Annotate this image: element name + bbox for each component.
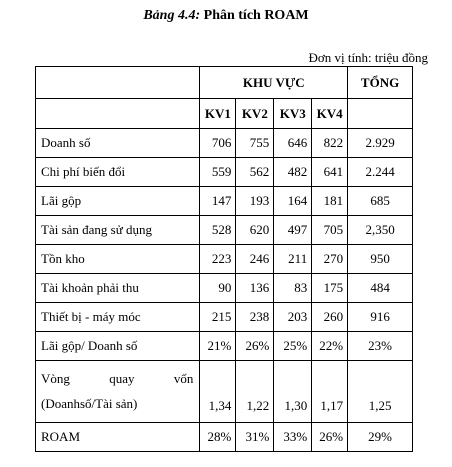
roam-table bbox=[35, 66, 413, 452]
cell-value: 562 bbox=[236, 158, 274, 187]
cell-value: 211 bbox=[274, 245, 312, 274]
cell-value: 270 bbox=[312, 245, 348, 274]
row-label: ROAM bbox=[36, 423, 200, 452]
cell-value: 31% bbox=[236, 423, 274, 452]
caption-number: Bảng 4.4: bbox=[143, 8, 201, 23]
row-label-line-1 bbox=[41, 371, 193, 387]
table-row bbox=[36, 332, 413, 361]
cell-total: 29% bbox=[348, 423, 413, 452]
table-row bbox=[36, 423, 413, 452]
header-corner bbox=[36, 67, 200, 99]
cell-value: 260 bbox=[312, 303, 348, 332]
region-group-header: KHU VỰC bbox=[200, 67, 348, 99]
total-header: TỔNG bbox=[348, 67, 413, 99]
cell-value: 1,22 bbox=[236, 361, 274, 423]
cell-total: 2,350 bbox=[348, 216, 413, 245]
cell-value: 26% bbox=[236, 332, 274, 361]
cell-value: 83 bbox=[274, 274, 312, 303]
region-header: KV1 bbox=[200, 99, 236, 129]
cell-total: 484 bbox=[348, 274, 413, 303]
cell-value: 755 bbox=[236, 129, 274, 158]
cell-total: 950 bbox=[348, 245, 413, 274]
table-row bbox=[36, 187, 413, 216]
row-label: Chi phí biến đổi bbox=[36, 158, 200, 187]
cell-value: 482 bbox=[274, 158, 312, 187]
cell-value: 28% bbox=[200, 423, 236, 452]
cell-value: 497 bbox=[274, 216, 312, 245]
cell-value: 223 bbox=[200, 245, 236, 274]
cell-value: 646 bbox=[274, 129, 312, 158]
cell-value: 246 bbox=[236, 245, 274, 274]
cell-value: 1,30 bbox=[274, 361, 312, 423]
table-row bbox=[36, 216, 413, 245]
cell-total: 916 bbox=[348, 303, 413, 332]
cell-value: 215 bbox=[200, 303, 236, 332]
cell-value: 22% bbox=[312, 332, 348, 361]
cell-total: 2.244 bbox=[348, 158, 413, 187]
table-caption bbox=[0, 8, 452, 24]
table-row bbox=[36, 129, 413, 158]
total-header-blank bbox=[348, 99, 413, 129]
table-row bbox=[36, 303, 413, 332]
cell-value: 1,17 bbox=[312, 361, 348, 423]
table-row bbox=[36, 245, 413, 274]
cell-value: 33% bbox=[274, 423, 312, 452]
cell-total: 685 bbox=[348, 187, 413, 216]
row-label bbox=[36, 361, 200, 423]
cell-value: 528 bbox=[200, 216, 236, 245]
cell-value: 26% bbox=[312, 423, 348, 452]
header-corner-2 bbox=[36, 99, 200, 129]
table-row bbox=[36, 158, 413, 187]
cell-value: 559 bbox=[200, 158, 236, 187]
cell-value: 822 bbox=[312, 129, 348, 158]
row-label-word: vốn bbox=[173, 371, 194, 386]
row-label: Doanh số bbox=[36, 129, 200, 158]
cell-value: 193 bbox=[236, 187, 274, 216]
row-label: Lãi gộp/ Doanh số bbox=[36, 332, 200, 361]
row-label-line-2: (Doanhsố/Tài sản) bbox=[41, 396, 138, 411]
cell-value: 90 bbox=[200, 274, 236, 303]
row-label-word: Vòng bbox=[41, 371, 70, 386]
table-row bbox=[36, 361, 413, 423]
region-header: KV2 bbox=[236, 99, 274, 129]
cell-total: 2.929 bbox=[348, 129, 413, 158]
cell-value: 136 bbox=[236, 274, 274, 303]
cell-value: 620 bbox=[236, 216, 274, 245]
row-label: Thiết bị - máy móc bbox=[36, 303, 200, 332]
cell-value: 164 bbox=[274, 187, 312, 216]
region-header-row bbox=[36, 99, 413, 129]
row-label: Tồn kho bbox=[36, 245, 200, 274]
cell-value: 203 bbox=[274, 303, 312, 332]
row-label: Lãi gộp bbox=[36, 187, 200, 216]
cell-total: 23% bbox=[348, 332, 413, 361]
caption-text: Phân tích ROAM bbox=[203, 8, 309, 23]
header-row bbox=[36, 67, 413, 99]
cell-value: 25% bbox=[274, 332, 312, 361]
unit-note: Đơn vị tính: triệu đồng bbox=[308, 50, 428, 65]
cell-value: 147 bbox=[200, 187, 236, 216]
cell-value: 21% bbox=[200, 332, 236, 361]
cell-value: 706 bbox=[200, 129, 236, 158]
cell-value: 641 bbox=[312, 158, 348, 187]
cell-value: 181 bbox=[312, 187, 348, 216]
row-label: Tài sản đang sử dụng bbox=[36, 216, 200, 245]
row-label-word: quay bbox=[109, 371, 135, 386]
cell-value: 238 bbox=[236, 303, 274, 332]
cell-total: 1,25 bbox=[348, 361, 413, 423]
cell-value: 175 bbox=[312, 274, 348, 303]
region-header: KV4 bbox=[312, 99, 348, 129]
row-label: Tài khoản phải thu bbox=[36, 274, 200, 303]
table-row bbox=[36, 274, 413, 303]
cell-value: 1,34 bbox=[200, 361, 236, 423]
region-header: KV3 bbox=[274, 99, 312, 129]
cell-value: 705 bbox=[312, 216, 348, 245]
